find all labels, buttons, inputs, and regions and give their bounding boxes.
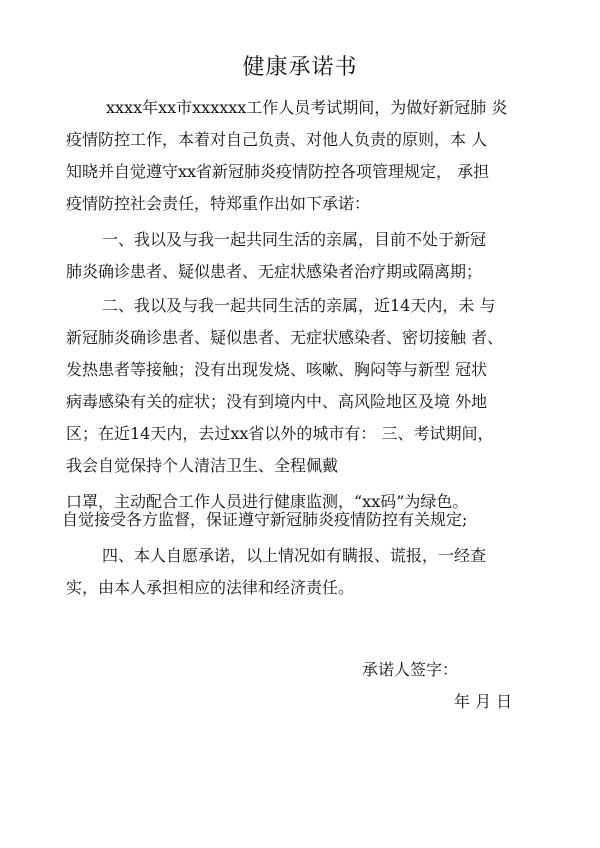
paragraph-line: 知晓并自觉遵守xx省新冠肺炎疫情防控各项管理规定， 承担	[66, 162, 490, 181]
paragraph-line: 肺炎确诊患者、疑似患者、无症状感染者治疗期或隔离期；	[66, 262, 483, 281]
paragraph-line: 自觉接受各方监督，保证遵守新冠肺炎疫情防控有关规定;	[62, 510, 468, 529]
paragraph-line: 实，由本人承担相应的法律和经济责任。	[66, 578, 355, 597]
paragraph-line: 病毒感染有关的症状；没有到境内中、高风险地区及境 外地	[66, 392, 488, 411]
paragraph-line: 口罩，主动配合工作人员进行健康监测，“xx码”为绿色。	[66, 492, 469, 511]
paragraph-line: 疫情防控工作，本着对自己负责、对他人负责的原则，本 人	[66, 130, 488, 149]
paragraph-line: xxxx年xx市xxxxxx工作人员考试期间，为做好新冠肺 炎	[106, 98, 508, 117]
paragraph-line: 四、本人自愿承诺，以上情况如有瞒报、谎报，一经查	[102, 546, 487, 565]
paragraph-line: 二、我以及与我一起共同生活的亲属，近14天内，未 与	[102, 296, 496, 315]
paragraph-line: 疫情防控社会责任，特郑重作出如下承诺：	[66, 194, 371, 213]
date-label: 年 月 日	[454, 692, 513, 711]
paragraph-line: 区；在近14天内，去过xx省以外的城市有： 三、考试期间，	[66, 424, 494, 443]
paragraph-line: 一、我以及与我一起共同生活的亲属，目前不处于新冠	[102, 230, 487, 249]
signature-label: 承诺人签字：	[362, 660, 459, 679]
paragraph-line: 发热患者等接触；没有出现发烧、咳嗽、胸闷等与新型 冠状	[66, 360, 488, 379]
paragraph-line: 我会自觉保持个人清洁卫生、全程佩戴	[66, 456, 339, 475]
document-title: 健康承诺书	[242, 55, 358, 80]
paragraph-line: 新冠肺炎确诊患者、疑似患者、无症状感染者、密切接触 者、	[66, 328, 504, 347]
